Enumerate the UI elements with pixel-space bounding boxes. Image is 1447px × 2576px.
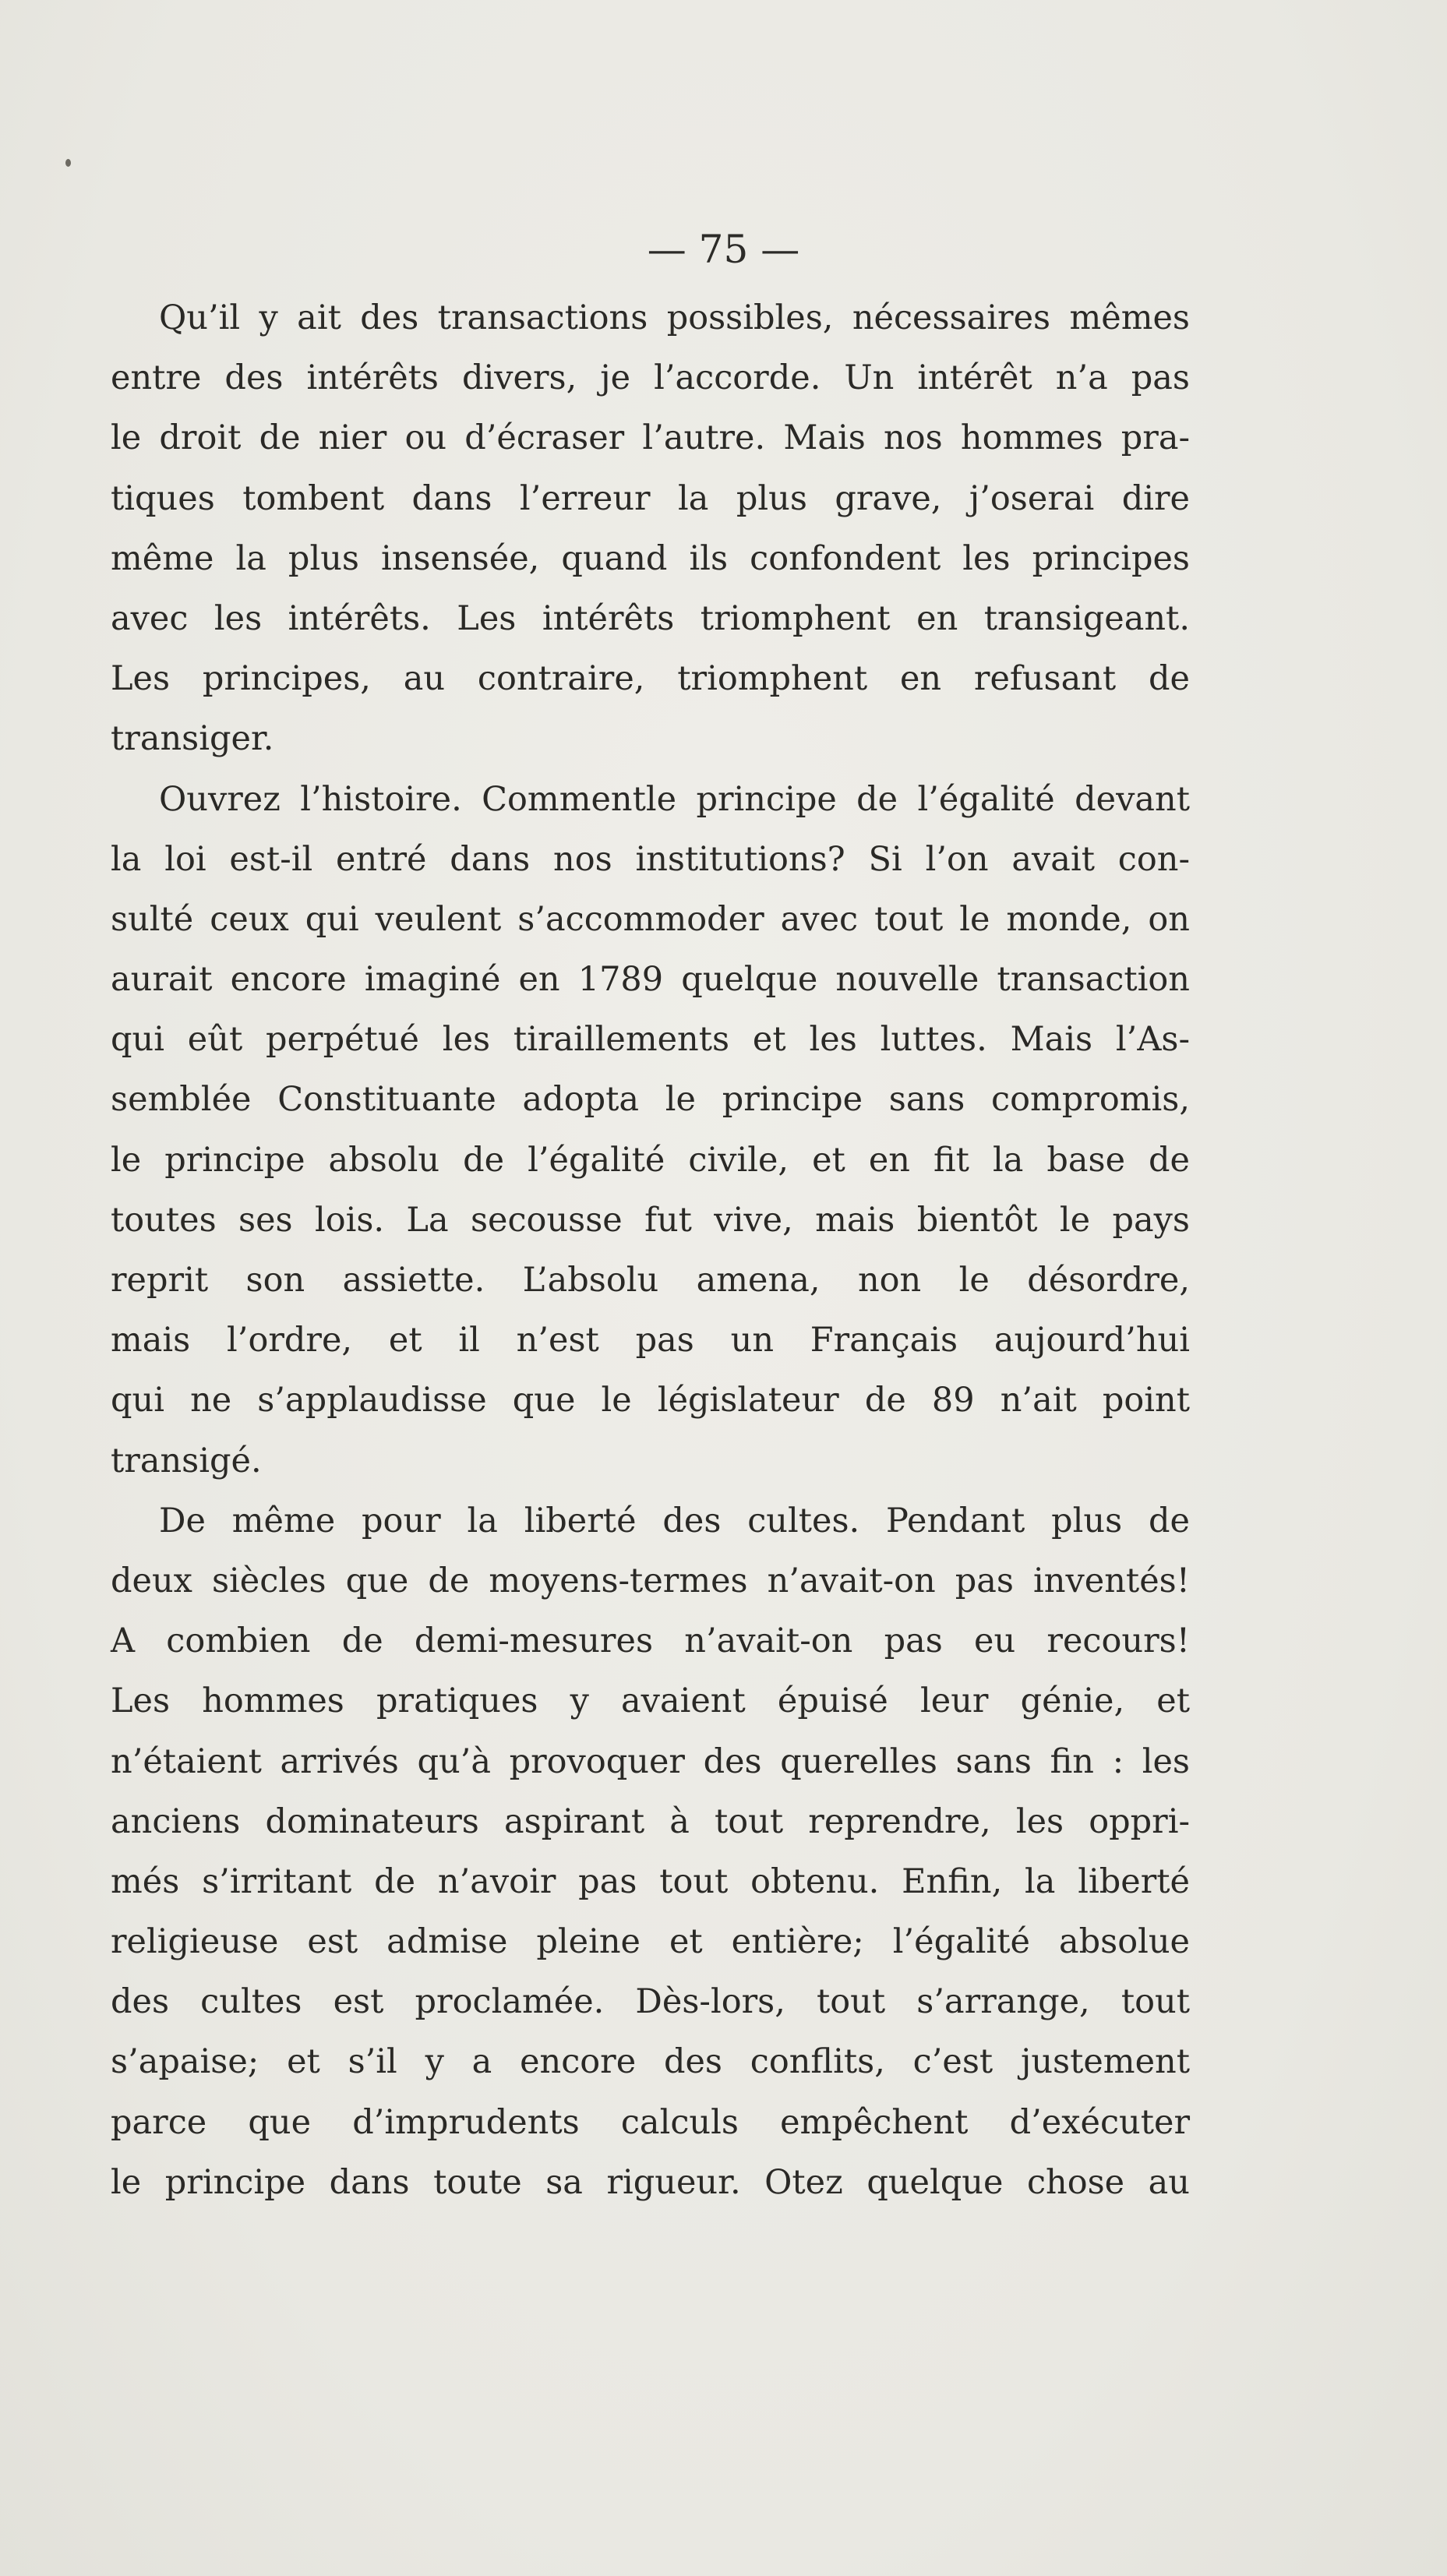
text-line: Les hommes pratiques y avaient épuisé leur génie, et — [111, 1681, 1190, 1721]
text-line: De même pour la liberté des cultes. Pendant plus de — [159, 1501, 1190, 1540]
ink-spot — [65, 159, 71, 167]
text-line: entre des intérêts divers, je l’accorde. Un intérêt n’a pas — [111, 358, 1190, 398]
text-line: des cultes est proclamée. Dès-lors, tout s’arrange, tout — [111, 1982, 1190, 2022]
text-line: parce que d’imprudents calculs empêchent d’exécuter — [111, 2102, 1190, 2142]
text-line: mais l’ordre, et il n’est pas un Français aujourd’hui — [111, 1321, 1190, 1360]
text-line: avec les intérêts. Les intérêts triomphent en transigeant. — [111, 598, 1190, 638]
text-line: anciens dominateurs aspirant à tout reprendre, les oppri- — [111, 1801, 1190, 1841]
text-line: Qu’il y ait des transactions possibles, nécessaires mêmes — [159, 298, 1190, 337]
page-number: — 75 — — [647, 227, 800, 272]
text-line: semblée Constituante adopta le principe sans compromis, — [111, 1080, 1190, 1120]
text-line: religieuse est admise pleine et entière; l’égalité absolue — [111, 1922, 1190, 1962]
text-line: toutes ses lois. La secousse fut vive, mais bientôt le pays — [111, 1200, 1190, 1240]
body-text — [111, 288, 1190, 2213]
text-line: s’apaise; et s’il y a encore des conflits, c’est justement — [111, 2042, 1190, 2082]
text-line: même la plus insensée, quand ils confondent les principes — [111, 538, 1190, 578]
text-line: A combien de demi-mesures n’avait-on pas eu recours! — [111, 1621, 1190, 1661]
text-line: transiger. — [111, 719, 274, 759]
text-line: qui eût perpétué les tiraillements et les luttes. Mais l’As- — [111, 1020, 1190, 1060]
text-line: més s’irritant de n’avoir pas tout obtenu. Enfin, la liberté — [111, 1861, 1190, 1901]
text-line: la loi est-il entré dans nos institutions? Si l’on avait con- — [111, 839, 1190, 879]
text-line: n’étaient arrivés qu’à provoquer des querelles sans fin : les — [111, 1741, 1190, 1781]
text-line: Les principes, au contraire, triomphent en refusant de — [111, 659, 1190, 699]
text-line: Ouvrez l’histoire. Commentle principe de l’égalité devant — [159, 779, 1190, 819]
text-line: qui ne s’applaudisse que le législateur de 89 n’ait point — [111, 1381, 1190, 1420]
text-line: aurait encore imaginé en 1789 quelque nouvelle transaction — [111, 960, 1190, 1000]
text-line: transigé. — [111, 1441, 262, 1480]
text-line: le droit de nier ou d’écraser l’autre. Mais nos hommes pra- — [111, 418, 1190, 458]
text-line: reprit son assiette. L’absolu amena, non le désordre, — [111, 1261, 1190, 1300]
text-line: le principe absolu de l’égalité civile, et en fit la base de — [111, 1140, 1190, 1180]
text-line: le principe dans toute sa rigueur. Otez quelque chose au — [111, 2162, 1190, 2202]
text-line: sulté ceux qui veulent s’accommoder avec tout le monde, on — [111, 899, 1190, 939]
text-line: tiques tombent dans l’erreur la plus grave, j’oserai dire — [111, 478, 1190, 518]
text-line: deux siècles que de moyens-termes n’avait-on pas inventés! — [111, 1561, 1190, 1600]
